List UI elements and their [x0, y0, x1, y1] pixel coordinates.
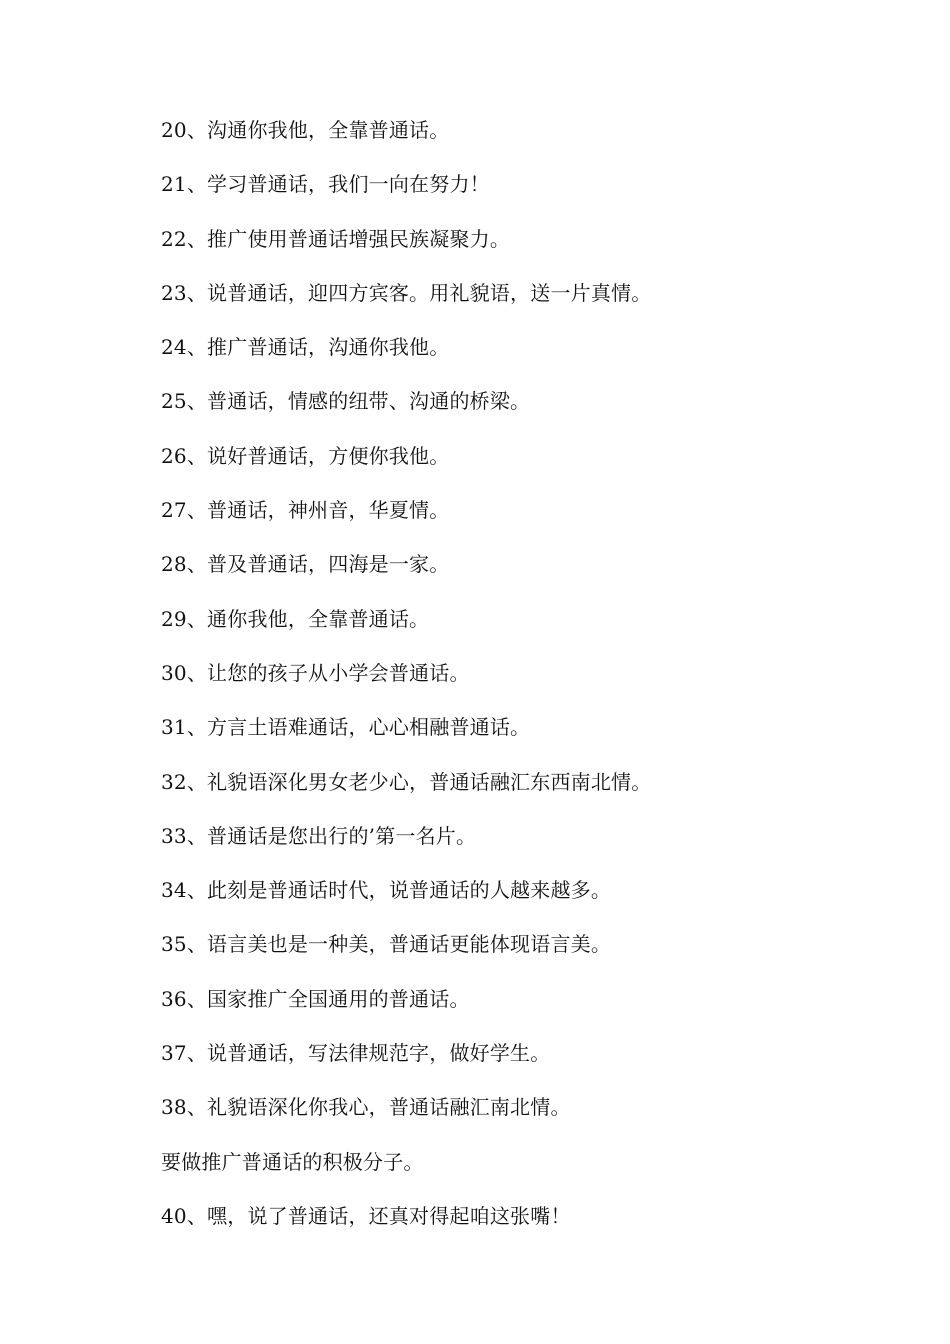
slogan-line: 30、让您的孩子从小学会普通话。	[161, 660, 470, 685]
slogan-line: 35、语言美也是一种美，普通话更能体现语言美。	[161, 932, 612, 957]
slogan-line: 33、普通话是您出行的’第一名片。	[161, 823, 477, 848]
slogan-line: 28、普及普通话，四海是一家。	[161, 552, 450, 577]
slogan-line: 25、普通话，情感的纽带、沟通的桥梁。	[161, 389, 531, 414]
slogan-line: 20、沟通你我他，全靠普通话。	[161, 118, 450, 142]
slogan-list	[161, 112, 901, 1252]
slogan-line: 38、礼貌语深化你我心，普通话融汇南北情。	[161, 1095, 571, 1120]
slogan-line: 40、嘿，说了普通话，还真对得起咱这张嘴！	[161, 1203, 571, 1228]
slogan-line: 32、礼貌语深化男女老少心，普通话融汇东西南北情。	[161, 769, 652, 794]
slogan-line: 22、推广使用普通话增强民族凝聚力。	[161, 226, 511, 251]
slogan-line: 要做推广普通话的积极分子。	[161, 1149, 424, 1174]
slogan-line: 27、普通话，神州音，华夏情。	[161, 498, 450, 523]
slogan-line: 23、说普通话，迎四方宾客。用礼貌语，送一片真情。	[161, 280, 652, 305]
slogan-line: 36、国家推广全国通用的普通话。	[161, 986, 470, 1011]
slogan-line: 21、学习普通话，我们一向在努力！	[161, 172, 490, 197]
slogan-line: 29、通你我他，全靠普通话。	[161, 606, 430, 631]
slogan-line: 24、推广普通话，沟通你我他。	[161, 335, 450, 360]
slogan-line: 37、说普通话，写法律规范字，做好学生。	[161, 1041, 551, 1066]
slogan-line: 31、方言土语难通话，心心相融普通话。	[161, 715, 531, 740]
slogan-line: 34、此刻是普通话时代，说普通话的人越来越多。	[161, 878, 612, 903]
slogan-line: 26、说好普通话，方便你我他。	[161, 443, 450, 468]
